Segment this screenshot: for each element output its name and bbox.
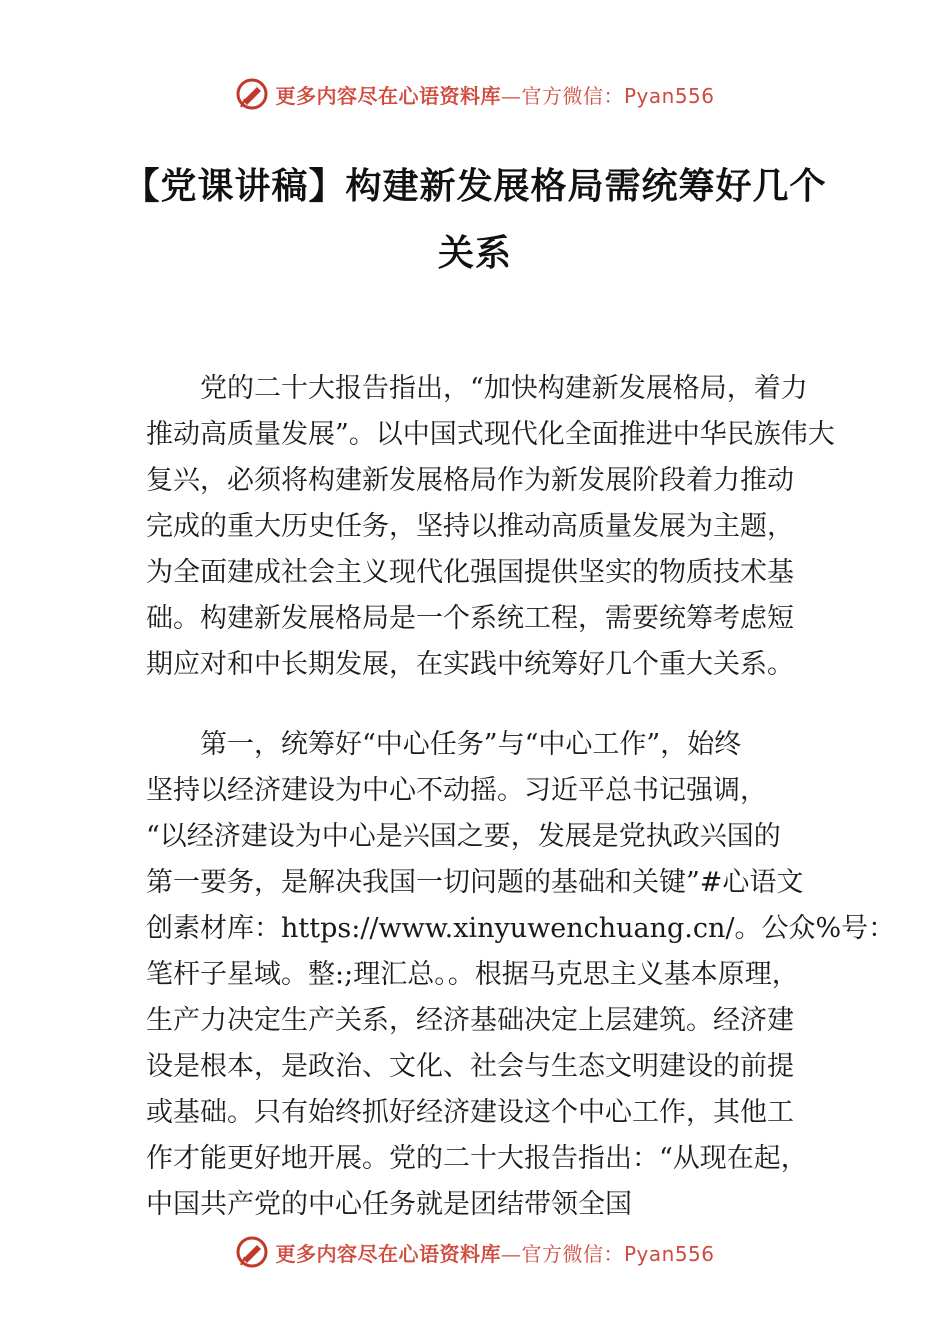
banner-separator: — xyxy=(500,1241,522,1266)
paragraph-2 xyxy=(146,722,896,1228)
banner-brand: 更多内容尽在心语资料库 xyxy=(275,83,501,108)
paragraph-line: 设是根本，是政治、文化、社会与生态文明建设的前提 xyxy=(146,1051,794,1082)
banner-brand: 更多内容尽在心语资料库 xyxy=(275,1241,501,1266)
banner-wechat-id: Pyan556 xyxy=(623,83,715,108)
paragraph-line: 中国共产党的中心任务就是团结带领全国 xyxy=(146,1189,632,1220)
banner-text xyxy=(275,1238,714,1267)
banner-separator: — xyxy=(500,83,522,108)
paragraph-line: 础。构建新发展格局是一个系统工程，需要统筹考虑短 xyxy=(146,603,794,634)
document-title-line-2: 关系 xyxy=(437,233,512,274)
footer-banner xyxy=(0,1232,950,1272)
paragraph-line: 第一，统筹好“中心任务”与“中心工作”，始终 xyxy=(200,729,742,760)
paragraph-1 xyxy=(146,366,846,688)
banner-text xyxy=(275,80,714,109)
paragraph-line: 推动高质量发展”。以中国式现代化全面推进中华民族伟大 xyxy=(146,419,835,450)
banner-official: 官方微信： xyxy=(521,83,624,108)
paragraph-line: 笔杆子星域。整:;理汇总。。根据马克思主义基本原理， xyxy=(146,959,799,990)
document-title-line-1: 【党课讲稿】构建新发展格局需统筹好几个 xyxy=(123,166,827,207)
paragraph-line: 党的二十大报告指出，“加快构建新发展格局，着力 xyxy=(200,373,808,404)
pen-logo-icon xyxy=(235,77,269,111)
paragraph-line: 第一要务，是解决我国一切问题的基础和关键”#心语文 xyxy=(146,867,804,898)
paragraph-line: 复兴，必须将构建新发展格局作为新发展阶段着力推动 xyxy=(146,465,794,496)
paragraph-line: 创素材库：https://www.xinyuwenchuang.cn/。公众%号： xyxy=(146,913,896,944)
paragraph-line: 完成的重大历史任务，坚持以推动高质量发展为主题， xyxy=(146,511,794,542)
paragraph-line: 或基础。只有始终抓好经济建设这个中心工作，其他工 xyxy=(146,1097,794,1128)
pen-logo-icon xyxy=(235,1235,269,1269)
paragraph-line: 期应对和中长期发展，在实践中统筹好几个重大关系。 xyxy=(146,649,794,680)
banner-official: 官方微信： xyxy=(521,1241,624,1266)
paragraph-line: 作才能更好地开展。党的二十大报告指出：“从现在起， xyxy=(146,1143,808,1174)
paragraph-line: 坚持以经济建设为中心不动摇。习近平总书记强调， xyxy=(146,775,767,806)
header-banner xyxy=(0,74,950,114)
paragraph-line: 为全面建成社会主义现代化强国提供坚实的物质技术基 xyxy=(146,557,794,588)
banner-wechat-id: Pyan556 xyxy=(623,1241,715,1266)
paragraph-line: “以经济建设为中心是兴国之要，发展是党执政兴国的 xyxy=(146,821,781,852)
paragraph-line: 生产力决定生产关系，经济基础决定上层建筑。经济建 xyxy=(146,1005,794,1036)
